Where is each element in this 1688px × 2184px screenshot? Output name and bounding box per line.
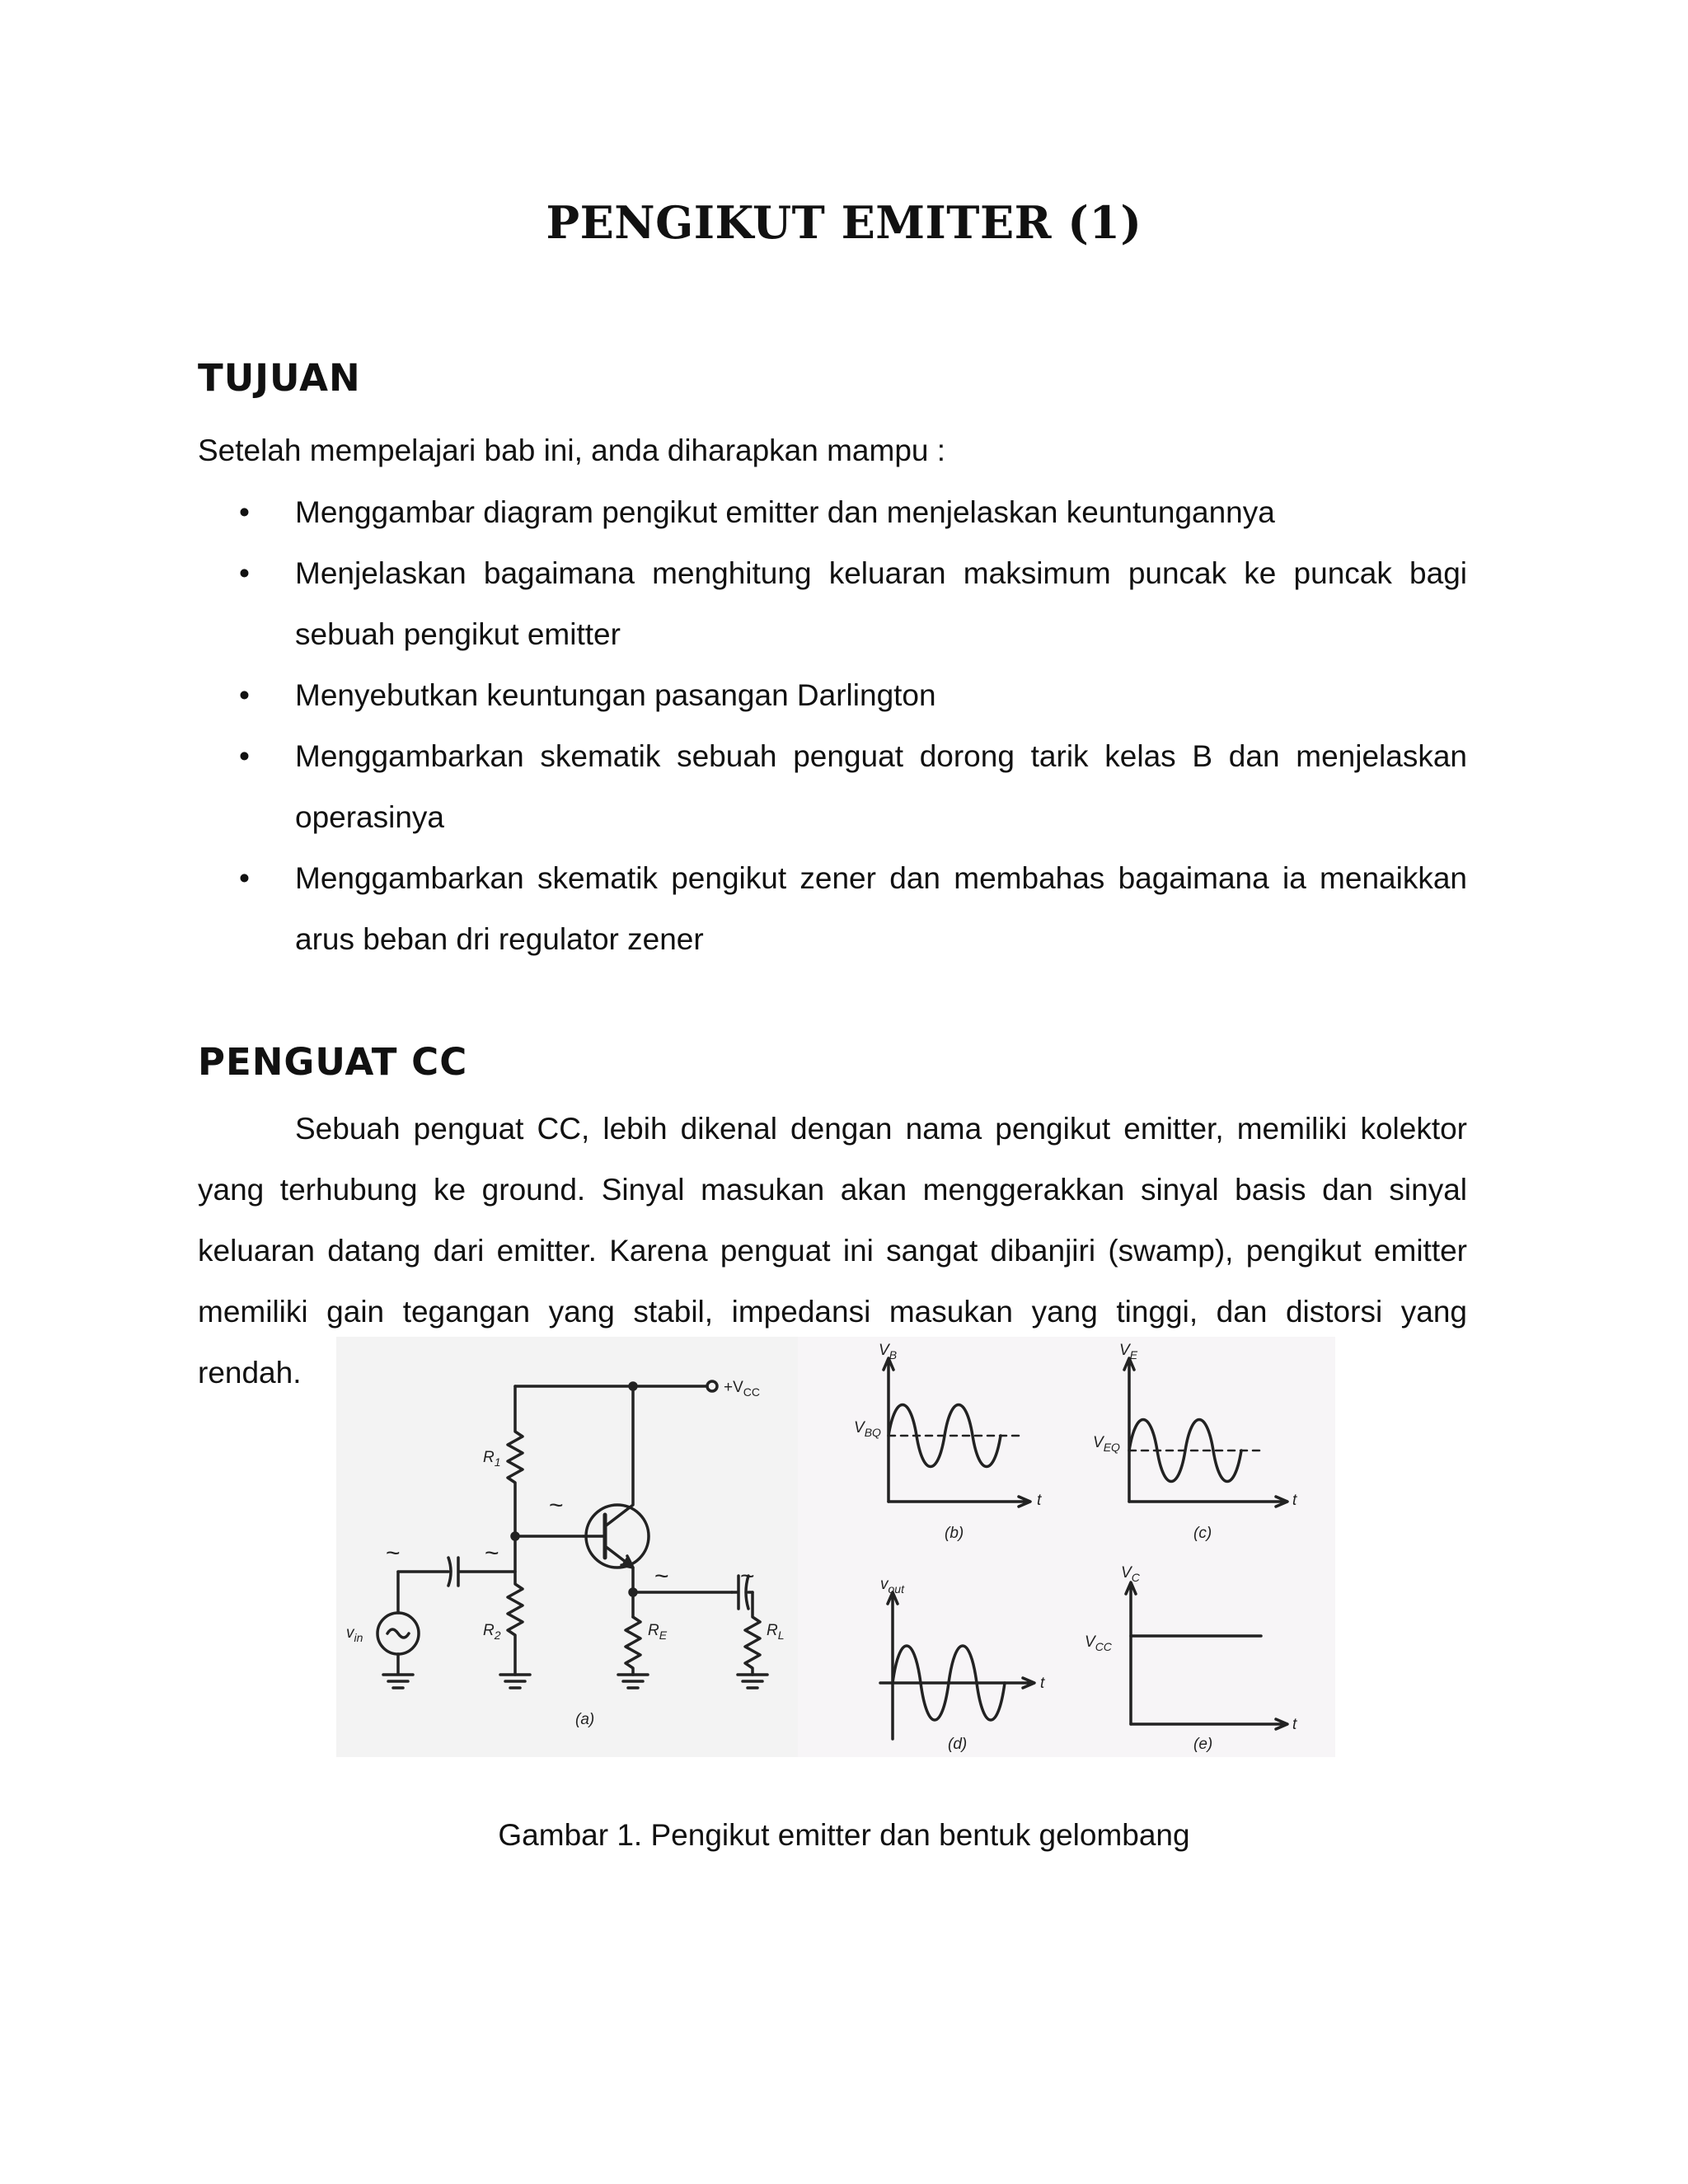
tilde-emitter: ~ xyxy=(654,1563,669,1590)
bullet-icon: • xyxy=(239,861,250,895)
list-item xyxy=(198,848,1467,970)
heading-penguat-cc: PENGUAT CC xyxy=(198,1040,468,1084)
panel-label-c: (c) xyxy=(1193,1525,1212,1542)
list-item-text: Menggambarkan skematik sebuah penguat dorong tarik kelas B dan menjelaskan operasinya xyxy=(295,739,1467,834)
resistor-r1 xyxy=(508,1386,523,1536)
graph-vout xyxy=(880,1592,1034,1739)
list-item xyxy=(198,665,1467,726)
graph-vc xyxy=(1126,1582,1287,1729)
heading-tujuan: TUJUAN xyxy=(198,356,361,400)
bullet-icon: • xyxy=(239,678,250,712)
panel-label-b: (b) xyxy=(945,1525,964,1542)
ve-ylabel: $V_E$ xyxy=(1119,1342,1138,1361)
vcc-dc-label: $V_{CC}$ xyxy=(1085,1633,1112,1653)
circuit-schematic xyxy=(377,1381,767,1688)
panel-label-a: (a) xyxy=(575,1711,595,1728)
graph-ve xyxy=(1124,1358,1287,1507)
list-item xyxy=(198,482,1467,543)
figure-caption: Gambar 1. Pengikut emitter dan bentuk gelombang xyxy=(498,1818,1190,1852)
ve-xlabel: t xyxy=(1292,1492,1297,1509)
vc-xlabel: t xyxy=(1292,1716,1297,1733)
bullet-icon: • xyxy=(239,739,250,773)
bullet-icon: • xyxy=(239,556,250,590)
tilde-output: ~ xyxy=(740,1563,755,1590)
tilde-node: ~ xyxy=(485,1540,499,1567)
rl-label: $R_L$ xyxy=(767,1622,785,1642)
panel-label-d: (d) xyxy=(948,1736,968,1753)
vout-ylabel: $v_{out}$ xyxy=(880,1576,904,1596)
figure-emitter-follower xyxy=(336,1337,1335,1757)
vcc-label: $+V_{CC}$ xyxy=(724,1379,761,1399)
list-item xyxy=(198,543,1467,665)
objectives-list xyxy=(198,482,1467,970)
r2-label: $R_2$ xyxy=(483,1622,501,1642)
tilde-input: ~ xyxy=(386,1540,401,1567)
graph-vb xyxy=(884,1358,1030,1507)
vout-xlabel: t xyxy=(1040,1675,1045,1692)
list-item-text: Menggambar diagram pengikut emitter dan menjelaskan keuntungannya xyxy=(295,495,1275,529)
resistor-r2 xyxy=(508,1536,523,1675)
body-paragraph: Sebuah penguat CC, lebih dikenal dengan nama pengikut emitter, memiliki kolektor yang terhubung ke ground. Sinyal masukan akan menggerakkan sinyal basis dan sinyal keluaran datang dari emitter. Karena penguat ini sangat dibanjiri (swamp), pengikut emitter memiliki gain tegangan yang stabil, impedansi masukan yang tinggi, dan distorsi yang rendah. xyxy=(198,1112,1467,1390)
list-item-text: Menjelaskan bagaimana menghitung keluaran maksimum puncak ke puncak bagi sebuah pengikut emitter xyxy=(295,556,1467,651)
re-label: $R_E$ xyxy=(648,1622,668,1642)
vbq-label: $V_{BQ}$ xyxy=(854,1419,881,1439)
bullet-icon: • xyxy=(239,495,250,529)
intro-text: Setelah mempelajari bab ini, anda diharapkan mampu : xyxy=(198,434,946,467)
page-title: PENGIKUT EMITER (1) xyxy=(546,196,1142,249)
tilde-base: ~ xyxy=(549,1492,564,1519)
list-item-text: Menggambarkan skematik pengikut zener dan membahas bagaimana ia menaikkan arus beban dri regulator zener xyxy=(295,861,1467,956)
panel-label-e: (e) xyxy=(1193,1736,1213,1753)
veq-label: $V_{EQ}$ xyxy=(1093,1434,1120,1454)
vb-xlabel: t xyxy=(1037,1492,1042,1509)
vc-ylabel: $V_C$ xyxy=(1121,1564,1140,1584)
list-item-text: Menyebutkan keuntungan pasangan Darlington xyxy=(295,678,936,712)
list-item xyxy=(198,726,1467,848)
vin-label: $v_{in}$ xyxy=(346,1624,363,1644)
vb-ylabel: $V_B$ xyxy=(879,1342,898,1361)
r1-label: $R_1$ xyxy=(483,1449,501,1469)
resistor-re xyxy=(626,1617,640,1675)
